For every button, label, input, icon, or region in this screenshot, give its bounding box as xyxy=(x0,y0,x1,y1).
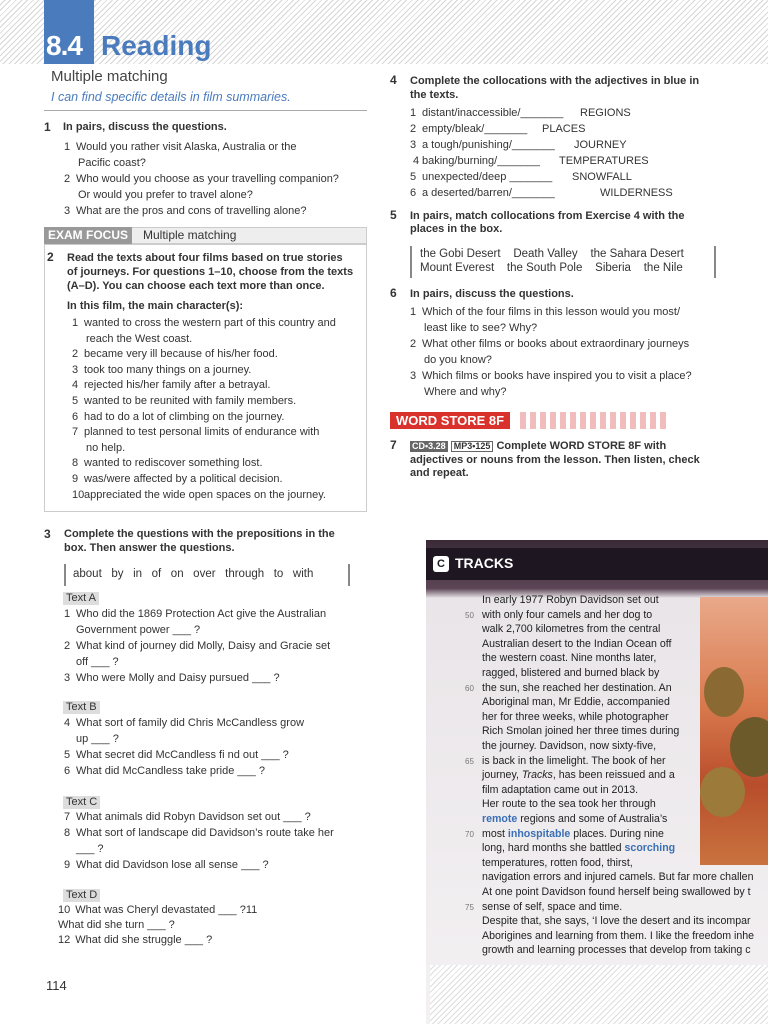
question-text-cont: Government power ___ ? xyxy=(76,624,201,636)
page-number: 114 xyxy=(46,978,67,993)
article-line: long, hard months she battled scorching xyxy=(482,842,676,855)
question-text-cont: ___ ? xyxy=(76,843,104,855)
article-line: growth and learning processes that develop from taking c xyxy=(482,944,751,957)
list-item-number: 2 xyxy=(64,173,71,185)
ex1-instruction: In pairs, discuss the questions. xyxy=(63,121,227,133)
question-text: What sort of landscape did Davidson’s route take her xyxy=(76,827,334,839)
list-item-number: 1 xyxy=(64,141,71,153)
list-item-text-cont: Or would you prefer to travel alone? xyxy=(78,189,253,201)
question-text: What did Davidson lose all sense ___ ? xyxy=(76,859,269,871)
list-item-text-cont: Pacific coast? xyxy=(78,157,146,169)
question-number: 10 xyxy=(58,904,71,916)
article-line: film adaptation came out in 2013. xyxy=(482,783,639,796)
collocation-adjectives: a tough/punishing/_______ xyxy=(422,139,555,151)
collocation-adjectives: baking/burning/_______ xyxy=(422,155,541,167)
list-item-number: 8 xyxy=(72,457,79,470)
question-number: 2 xyxy=(64,640,71,652)
question-number: 6 xyxy=(64,765,71,777)
collocation-adjectives: unexpected/deep _______ xyxy=(422,171,553,183)
collocation-number: 1 xyxy=(410,107,417,119)
ex2-instruction-1: Read the texts about four films based on true stories xyxy=(67,252,343,264)
ex2-instruction-3: (A–D). You can choose each text more than once. xyxy=(67,280,325,292)
list-item-text: planned to test personal limits of endurance with xyxy=(84,426,320,439)
list-item-number: 2 xyxy=(72,348,79,361)
question-text: What sort of family did Chris McCandless grow xyxy=(76,717,305,729)
article-line: ragged, blistered and burned black by xyxy=(482,667,660,679)
desert-photo xyxy=(700,597,768,865)
list-item-text-cont: no help. xyxy=(86,441,126,454)
list-item-text: rejected his/her family after a betrayal. xyxy=(84,379,271,392)
text-d-label: Text D xyxy=(63,889,100,902)
article-line: Rich Smolan joined her three times during xyxy=(482,725,680,738)
ex5-number: 5 xyxy=(390,208,397,222)
list-item-text-cont: do you know? xyxy=(424,354,492,366)
question-line xyxy=(58,933,212,947)
preposition-box xyxy=(64,564,350,586)
article-line: walk 2,700 kilometres from the central xyxy=(482,623,661,636)
question-text: What did she turn ___ ? xyxy=(58,919,175,931)
list-item-text: Who would you choose as your travelling companion? xyxy=(76,173,339,185)
question-number: 9 xyxy=(64,859,71,871)
article-line: In early 1977 Robyn Davidson set out xyxy=(482,594,659,606)
list-item-text: What are the pros and cons of travelling alone? xyxy=(76,205,307,217)
footer-pattern xyxy=(430,965,768,1024)
list-item-text-cont: least like to see? Why? xyxy=(424,322,538,334)
list-item-text-cont: Where and why? xyxy=(424,386,507,398)
line-number: 65 xyxy=(465,756,474,766)
list-item-text: took too many things on a journey. xyxy=(84,363,252,376)
ex5-instruction-2: places in the box. xyxy=(410,223,503,235)
question-text-cont: up ___ ? xyxy=(76,733,119,745)
vocab-highlight: remote xyxy=(482,813,518,825)
divider xyxy=(44,110,367,111)
ex2-number: 2 xyxy=(47,250,54,264)
list-item-number: 7 xyxy=(72,426,79,439)
ex4-number: 4 xyxy=(390,73,397,87)
text-c-label: Text C xyxy=(63,796,100,809)
question-number: 8 xyxy=(64,827,71,839)
ex5-instruction-1: In pairs, match collocations from Exercise 4 with the xyxy=(410,210,685,222)
text-c-badge: C xyxy=(433,556,449,572)
question-text: What secret did McCandless fi nd out ___ ? xyxy=(76,749,289,761)
places-box-line-2: Mount Everest the South Pole Siberia the Nile xyxy=(420,262,683,274)
question-text: What animals did Robyn Davidson set out ___ ? xyxy=(76,811,311,823)
collocation-noun: REGIONS xyxy=(580,107,631,119)
ex7-number: 7 xyxy=(390,438,397,452)
ex3-number: 3 xyxy=(44,527,51,541)
collocation-number: 3 xyxy=(410,139,417,151)
question-text: What did she struggle ___ ? xyxy=(75,934,213,946)
collocation-number: 5 xyxy=(410,171,417,183)
list-item-number: 3 xyxy=(72,363,79,376)
cd-track-badge[interactable]: CD•3.28 xyxy=(412,441,446,451)
ex1-number: 1 xyxy=(44,120,51,134)
list-item-number: 9 xyxy=(72,473,79,485)
collocation-noun: PLACES xyxy=(542,123,586,135)
collocation-adjectives: distant/inaccessible/_______ xyxy=(422,107,564,119)
article-line: Aboriginal man, Mr Eddie, accompanied xyxy=(482,696,670,709)
article-line: is back in the limelight. The book of her xyxy=(482,754,666,767)
vocab-highlight: inhospitable xyxy=(507,827,571,840)
book-title: Tracks xyxy=(521,769,553,782)
list-item-text: had to do a lot of climbing on the journey. xyxy=(84,410,285,423)
ex6-number: 6 xyxy=(390,286,397,300)
question-number: 4 xyxy=(64,717,71,729)
article-line: temperatures, rotten food, thirst, xyxy=(482,856,633,869)
ex4-instruction-2: the texts. xyxy=(410,89,459,101)
section-title: Reading xyxy=(101,30,212,61)
article-line: her for three weeks, while photographer xyxy=(482,710,669,723)
list-item-text: appreciated the wide open spaces on the journey. xyxy=(84,488,326,501)
line-number: 60 xyxy=(465,683,474,693)
ex3-instruction-1: Complete the questions with the prepositions in the xyxy=(64,528,335,540)
lesson-objective: I can find specific details in film summaries. xyxy=(51,90,291,104)
places-box-line-1: the Gobi Desert Death Valley the Sahara Desert xyxy=(420,248,684,260)
question-text: What did McCandless take pride ___ ? xyxy=(76,765,265,777)
list-item-text: wanted to rediscover something lost. xyxy=(84,457,263,470)
list-item-text: Would you rather visit Alaska, Australia or the xyxy=(76,141,297,153)
collocation-adjectives: empty/bleak/_______ xyxy=(422,123,528,135)
question-number: 12 xyxy=(58,934,71,946)
mp3-track-badge[interactable]: MP3•125 xyxy=(451,441,494,452)
ex2-lead: In this film, the main character(s): xyxy=(67,300,244,312)
vocab-highlight: scorching xyxy=(624,842,676,855)
article-line: Aborigines and learning from them. I like the freedom inhe xyxy=(482,929,755,942)
collocation-number: 6 xyxy=(410,187,417,199)
question-number: 7 xyxy=(64,811,71,823)
places-box xyxy=(410,246,716,278)
list-item-number: 3 xyxy=(64,205,71,217)
ex2-instruction-2: of journeys. For questions 1–10, choose from the texts xyxy=(67,266,354,278)
list-item-text: became very ill because of his/her food. xyxy=(84,348,278,361)
question-text: Who did the 1869 Protection Act give the Australian xyxy=(76,608,327,620)
list-item-number: 4 xyxy=(72,379,79,392)
article-line: the western coast. Nine months later, xyxy=(482,652,657,665)
collocation-number: 2 xyxy=(410,123,417,135)
question-line xyxy=(58,918,175,932)
list-item-number: 1 xyxy=(410,306,417,318)
article-line: most inhospitable places. During nine xyxy=(482,827,664,840)
question-number: 5 xyxy=(64,749,71,761)
list-item-number: 10 xyxy=(72,488,85,501)
question-number: 3 xyxy=(64,672,71,684)
article-line: Australian desert to the Indian Ocean off xyxy=(482,637,672,650)
word-store-label: WORD STORE 8F xyxy=(390,412,510,429)
list-item-number: 5 xyxy=(72,395,79,407)
question-text: Who were Molly and Daisy pursued ___ ? xyxy=(76,672,280,684)
list-item-text: wanted to be reunited with family members. xyxy=(84,395,297,407)
collocation-noun: TEMPERATURES xyxy=(559,155,649,167)
line-number: 70 xyxy=(465,829,474,839)
question-text: What was Cheryl devastated ___ ?11 xyxy=(75,904,258,916)
question-line xyxy=(58,903,257,917)
section-number: 8.4 xyxy=(46,30,82,61)
question-number: 1 xyxy=(64,608,71,620)
collocation-number: 4 xyxy=(413,155,420,167)
tracks-title: TRACKS xyxy=(455,555,514,571)
article-line: Despite that, she says, ‘I love the desert and its incompar xyxy=(482,915,751,928)
list-item-number: 6 xyxy=(72,410,79,423)
collocation-noun: SNOWFALL xyxy=(572,171,632,183)
list-item-text: Which films or books have inspired you to visit a place? xyxy=(422,370,692,382)
exam-focus-title: Multiple matching xyxy=(143,228,237,242)
ex7-instruction-2: adjectives or nouns from the lesson. Then listen, check xyxy=(410,454,700,466)
ex4-instruction-1: Complete the collocations with the adjectives in blue in xyxy=(410,75,700,87)
ex7-instruction-1: Complete WORD STORE 8F with xyxy=(496,440,667,452)
question-text: What kind of journey did Molly, Daisy and Gracie set xyxy=(76,640,331,652)
word-store-chevrons xyxy=(520,412,670,429)
exam-focus-tag: EXAM FOCUS xyxy=(44,227,132,244)
list-item-text: was/were affected by a political decision. xyxy=(84,473,283,485)
article-line: journey, Tracks, has been reissued and a xyxy=(482,769,675,782)
line-number: 50 xyxy=(465,610,474,620)
list-item-text: wanted to cross the western part of this country and xyxy=(84,317,336,329)
article-line: the sun, she reached her destination. An xyxy=(482,681,672,694)
ex6-instruction: In pairs, discuss the questions. xyxy=(410,288,574,300)
ex7-instruction-3: and repeat. xyxy=(410,467,469,479)
list-item-number: 2 xyxy=(410,338,417,350)
article-line: the journey. Davidson, now sixty-five, xyxy=(482,740,657,752)
article-line: navigation errors and injured camels. But far more challen xyxy=(482,871,754,884)
list-item-number: 3 xyxy=(410,370,417,382)
list-item-text: Which of the four films in this lesson would you most/ xyxy=(422,306,680,318)
ex7-line-1 xyxy=(410,439,666,453)
article-line: remote regions and some of Australia’s xyxy=(482,813,668,825)
question-text-cont: off ___ ? xyxy=(76,656,119,668)
preposition-box-text: about by in of on over through to with xyxy=(73,568,314,580)
article-line: with only four camels and her dog to xyxy=(482,608,653,621)
text-a-label: Text A xyxy=(63,592,99,605)
collocation-noun: JOURNEY xyxy=(574,139,627,151)
ex3-instruction-2: box. Then answer the questions. xyxy=(64,542,235,554)
list-item-text: What other films or books about extraordinary journeys xyxy=(422,338,690,350)
line-number: 75 xyxy=(465,902,474,912)
lesson-subtitle: Multiple matching xyxy=(51,68,168,85)
list-item-text-cont: reach the West coast. xyxy=(86,332,193,345)
article-line: At one point Davidson found herself being swallowed by t xyxy=(482,886,751,898)
collocation-noun: WILDERNESS xyxy=(600,187,673,199)
list-item-number: 1 xyxy=(72,317,79,329)
article-line: Her route to the sea took her through xyxy=(482,798,656,811)
article-line: sense of self, space and time. xyxy=(482,900,623,913)
collocation-adjectives: a deserted/barren/_______ xyxy=(422,187,555,199)
text-b-label: Text B xyxy=(63,701,100,714)
